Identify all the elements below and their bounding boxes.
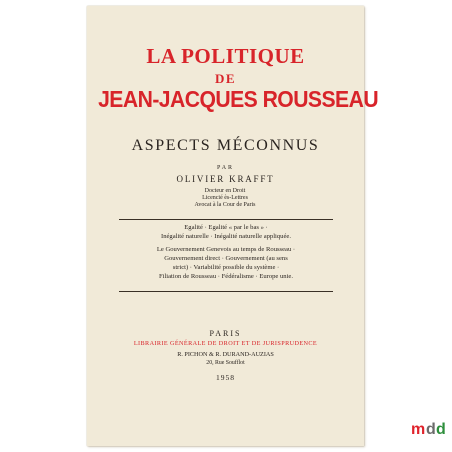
topic-line: Inégalité naturelle · Inégalité naturelle appliquée. xyxy=(161,233,291,240)
topics-box xyxy=(119,219,333,292)
topic-line: Le Gouvernement Genevois au temps de Rousseau · xyxy=(156,246,296,253)
publisher-name: LIBRAIRIE GÉNÉRALE DE DROIT ET DE JURISPRUDENCE xyxy=(133,340,318,347)
svg-text:d: d xyxy=(436,421,446,438)
title-line-2: DE xyxy=(214,71,237,86)
imprint: R. PICHON & R. DURAND-AUZIAS xyxy=(177,351,274,358)
credential-2: Licencié ès-Lettres xyxy=(202,195,248,201)
credential-3: Avocat à la Cour de Paris xyxy=(194,202,256,208)
svg-text:d: d xyxy=(426,421,436,438)
title-line-3: JEAN-JACQUES ROUSSEAU xyxy=(98,86,379,112)
svg-text:m: m xyxy=(411,421,426,438)
publisher-address: 20, Rue Soufflot xyxy=(206,360,245,366)
book-cover xyxy=(87,6,379,446)
by-label: PAR xyxy=(216,165,235,171)
topic-line: Gouvernement direct · Gouvernement (au sens xyxy=(164,255,288,262)
publication-year: 1958 xyxy=(216,373,235,382)
credential-1: Docteur en Droit xyxy=(204,188,246,194)
topic-line: strict) · Variabilité possible du système · xyxy=(172,264,280,271)
title-line-1: LA POLITIQUE xyxy=(146,44,305,68)
publication-city: PARIS xyxy=(209,329,242,338)
topic-line: Filiation de Rousseau · Fédéralisme · Europe unie. xyxy=(158,273,294,280)
mdd-logo xyxy=(410,418,448,438)
subtitle: ASPECTS MÉCONNUS xyxy=(131,137,320,154)
author-name: OLIVIER KRAFFT xyxy=(176,174,275,184)
topic-line: Egalité · Egalité « par le bas » · xyxy=(184,224,268,231)
